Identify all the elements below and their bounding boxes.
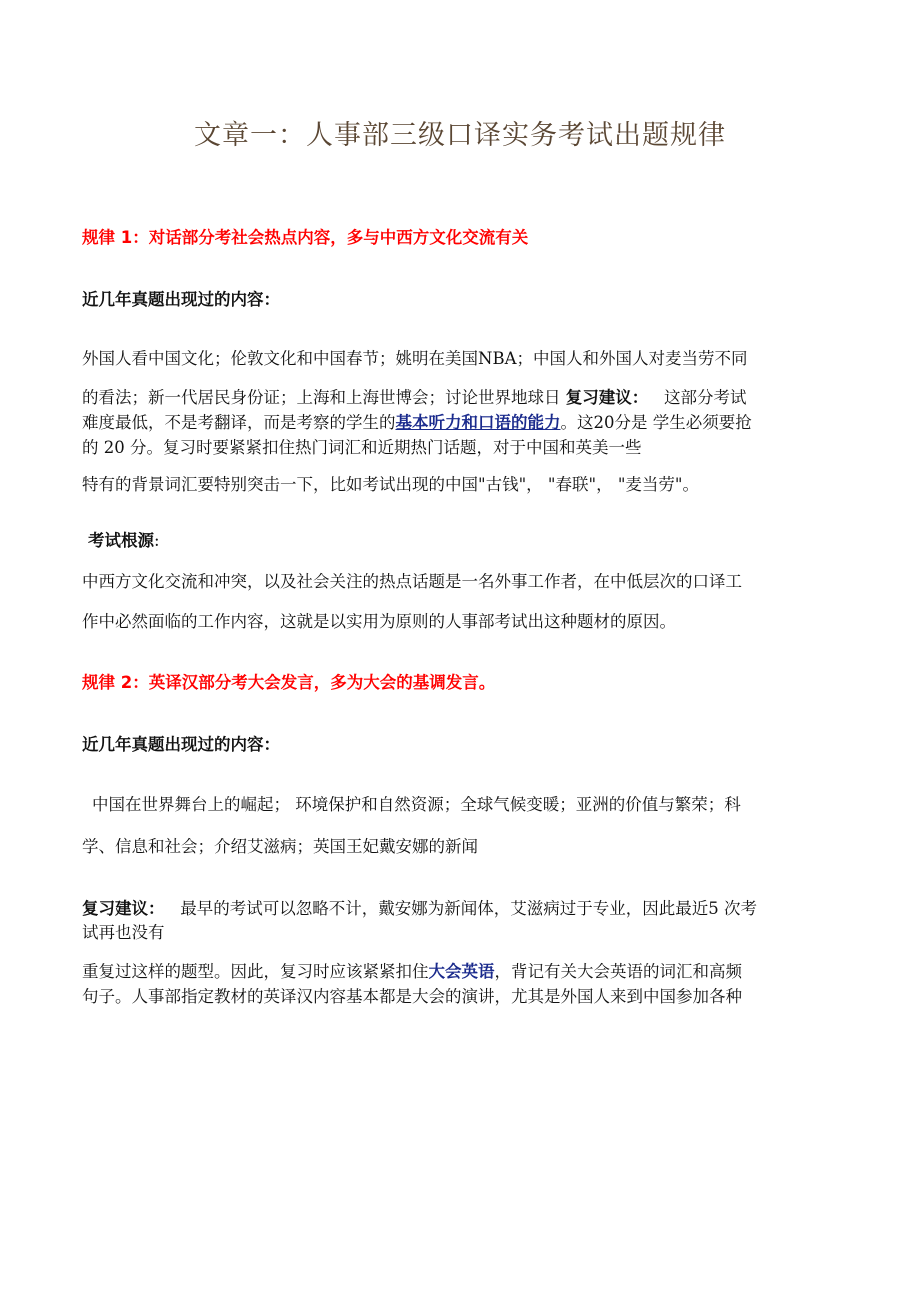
advice-2-line-1 xyxy=(82,897,757,921)
review-advice-label-1: 复习建议： xyxy=(565,388,649,407)
advice-2-line-3 xyxy=(82,960,742,984)
advice-2-line-4: 句子。人事部指定教材的英译汉内容基本都是大会的演讲，尤其是外国人来到中国参加各种 xyxy=(82,987,742,1006)
content-1-line-3 xyxy=(82,411,752,435)
advice-2-line-1-text: 最早的考试可以忽略不计，戴安娜为新闻体，艾滋病过于专业，因此最近5 次考 xyxy=(180,899,757,918)
content-2-line-2: 学、信息和社会；介绍艾滋病；英国王妃戴安娜的新闻 xyxy=(82,837,478,856)
content-2-line-1: 中国在世界舞台上的崛起； 环境保护和自然资源；全球气候变暖；亚洲的价值与繁荣；科 xyxy=(92,795,741,814)
advice-2-line-3-text: 重复过这样的题型。因此，复习时应该紧紧扣住 xyxy=(82,962,429,981)
advice-2-line-3-tail: ，背记有关大会英语的词汇和高频 xyxy=(494,962,742,981)
source-line-2: 作中必然面临的工作内容，这就是以实用为原则的人事部考试出这种题材的原因。 xyxy=(82,612,676,631)
conference-english-term: 大会英语 xyxy=(428,962,495,981)
recent-topics-heading-2: 近几年真题出现过的内容： xyxy=(82,735,280,754)
content-1-line-2-tail: 这部分考试 xyxy=(664,388,747,407)
listening-speaking-link[interactable]: 基本听力和口语的能力 xyxy=(395,413,561,432)
content-1-line-1: 外国人看中国文化；伦敦文化和中国春节；姚明在美国NBA；中国人和外国人对麦当劳不同 xyxy=(82,349,748,368)
content-1-line-5: 特有的背景词汇要特别突击一下，比如考试出现的中国"古钱"， "春联"， "麦当劳"。 xyxy=(82,475,700,494)
recent-topics-heading-1: 近几年真题出现过的内容： xyxy=(82,290,280,309)
exam-source-label: 考试根源 xyxy=(88,531,154,550)
source-line-1: 中西方文化交流和冲突，以及社会关注的热点话题是一名外事工作者，在中低层次的口译工 xyxy=(82,572,742,591)
page-title: 文章一：人事部三级口译实务考试出题规律 xyxy=(194,120,726,151)
exam-source-heading xyxy=(88,529,160,553)
content-1-line-2 xyxy=(82,386,747,410)
content-1-line-2-text: 的看法；新一代居民身份证；上海和上海世博会；讨论世界地球日 xyxy=(82,388,566,407)
content-1-line-4: 的 20 分。复习时要紧紧扣住热门词汇和近期热门话题，对于中国和英美一些 xyxy=(82,438,642,457)
exam-source-colon: : xyxy=(154,531,160,550)
review-advice-label-2: 复习建议： xyxy=(82,899,165,918)
rule-2-heading: 规律 2：英译汉部分考大会发言，多为大会的基调发言。 xyxy=(82,673,496,692)
content-1-line-3-text: 难度最低，不是考翻译，而是考察的学生的 xyxy=(82,413,396,432)
rule-1-heading: 规律 1：对话部分考社会热点内容，多与中西方文化交流有关 xyxy=(82,228,529,247)
advice-2-line-2: 试再也没有 xyxy=(82,923,165,942)
content-1-line-3-tail: 。这20分是 学生必须要抢 xyxy=(560,413,752,432)
